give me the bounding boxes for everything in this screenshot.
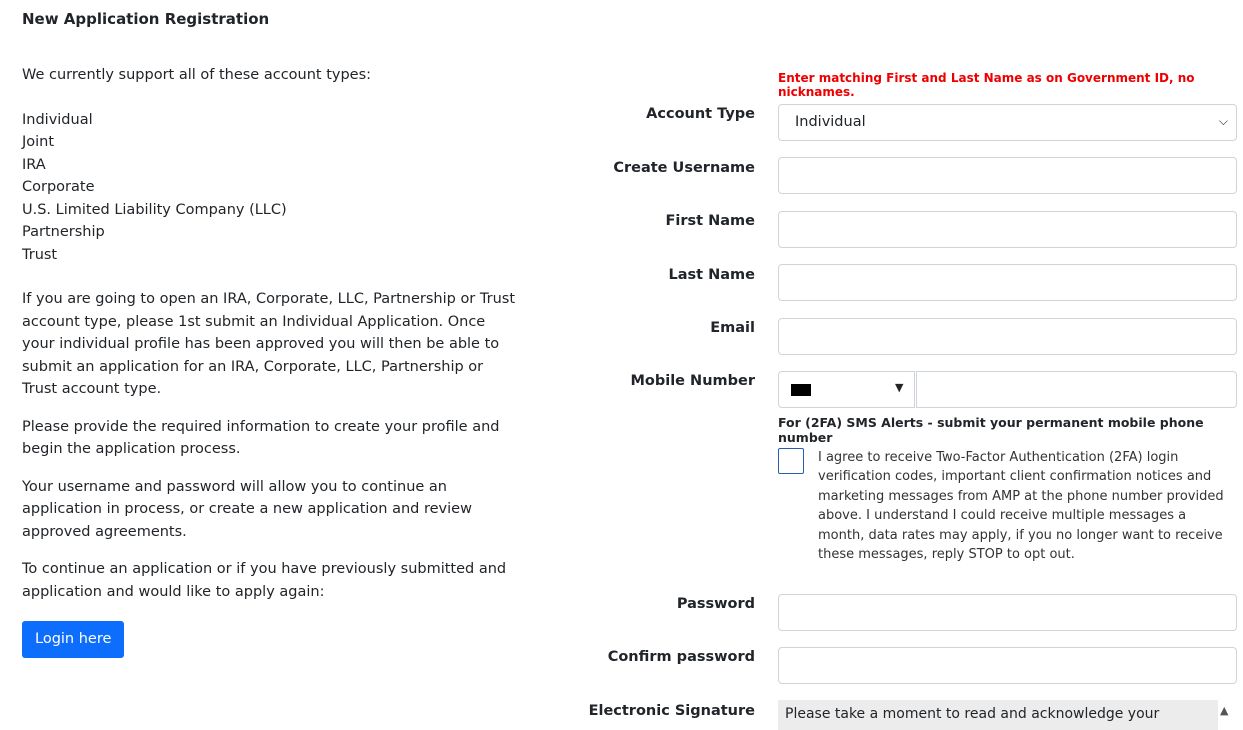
- password-input[interactable]: [778, 594, 1237, 631]
- list-item: Corporate: [22, 179, 95, 195]
- esig-label: Electronic Signature: [588, 703, 755, 719]
- list-item: U.S. Limited Liability Company (LLC): [22, 201, 287, 218]
- username-note: Your username and password will allow you to continue an application in process, or create a new application and review approved agreements.: [22, 478, 472, 540]
- ira-note: If you are going to open an IRA, Corporate, LLC, Partnership or Trust account type, please 1st submit an Individual Application. Once your individual profile has been approved you will then be able to submit an application for an IRA, Corporate, LLC, Partnership or Trust account type.: [22, 291, 515, 397]
- consent-checkbox[interactable]: [778, 448, 804, 474]
- account-types-list: [22, 109, 522, 267]
- country-code-select[interactable]: [778, 371, 915, 408]
- account-type-value: Individual: [795, 114, 866, 130]
- scroll-up-icon[interactable]: ▲: [1220, 704, 1229, 717]
- last-name-label: Last Name: [668, 267, 755, 283]
- account-type-label: Account Type: [646, 106, 755, 122]
- mobile-input[interactable]: [916, 371, 1237, 408]
- password-label: Password: [676, 596, 755, 612]
- email-label: Email: [710, 320, 755, 336]
- esig-text: Please take a moment to read and acknowledge your: [785, 706, 1160, 722]
- account-type-select[interactable]: [778, 104, 1237, 141]
- list-item: Trust: [22, 246, 58, 263]
- confirm-password-label: Confirm password: [607, 649, 755, 665]
- username-label: Create Username: [613, 160, 755, 176]
- mobile-label: Mobile Number: [630, 373, 755, 389]
- info-column: [22, 64, 522, 658]
- login-button[interactable]: Login here: [22, 621, 124, 658]
- list-item: IRA: [22, 156, 46, 173]
- name-warning: Enter matching First and Last Name as on Government ID, no nicknames.: [778, 71, 1195, 99]
- page-title: New Application Registration: [22, 10, 270, 28]
- list-item: Partnership: [22, 224, 105, 240]
- sms-note: For (2FA) SMS Alerts - submit your permanent mobile phone number: [778, 415, 1204, 445]
- intro-text: We currently support all of these account types:: [22, 67, 372, 83]
- caret-down-icon: ▼: [895, 381, 904, 394]
- confirm-password-input[interactable]: [778, 647, 1237, 684]
- chevron-down-icon: ⌵: [1218, 114, 1228, 128]
- list-item: Joint: [22, 134, 55, 150]
- consent-text: I agree to receive Two-Factor Authentication (2FA) login verification codes, important client confirmation notices and marketing messages from AMP at the phone number provided above. I understand I could receive multiple messages a month, data rates may apply, if you no longer want to receive these messages, reply STOP to opt out.: [818, 450, 1224, 563]
- flag-icon: [791, 384, 811, 396]
- email-input[interactable]: [778, 318, 1237, 355]
- list-item: Individual: [22, 111, 93, 128]
- first-name-input[interactable]: [778, 211, 1237, 248]
- esig-textbox[interactable]: [778, 700, 1218, 730]
- username-input[interactable]: [778, 157, 1237, 194]
- last-name-input[interactable]: [778, 264, 1237, 301]
- required-info-note: Please provide the required information to create your profile and begin the application process.: [22, 418, 500, 457]
- continue-note: To continue an application or if you have previously submitted and application and would like to apply again:: [22, 561, 507, 600]
- first-name-label: First Name: [665, 213, 755, 229]
